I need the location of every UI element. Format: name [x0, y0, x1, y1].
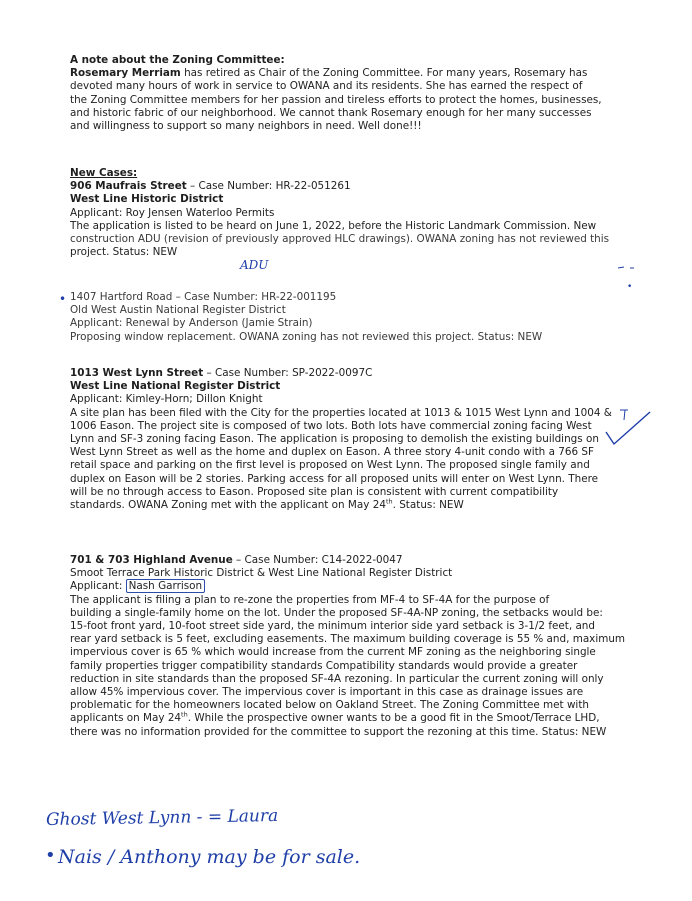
pen-dot-mark: •: [45, 845, 56, 866]
note-line-3: the Zoning Committee members for her passion and tireless efforts to protect the homes, businesses,: [70, 93, 602, 106]
case-body-line: project. Status: NEW: [70, 246, 178, 259]
case-district: Old West Austin National Register District: [70, 304, 286, 317]
case-applicant: Applicant: Roy Jensen Waterloo Permits: [70, 206, 275, 219]
handwritten-note-line-2: Nais / Anthony may be for sale.: [58, 846, 361, 868]
case-title: 1013 West Lynn Street – Case Number: SP-2022-0097C: [70, 367, 373, 379]
case-title: 1407 Hartford Road – Case Number: HR-22-001195: [70, 291, 337, 303]
note-heading: A note about the Zoning Committee:: [70, 54, 285, 66]
note-line-5: and willingness to support so many neighbors in need. Well done!!!: [70, 120, 422, 133]
note-line-1: Rosemary Merriam has retired as Chair of the Zoning Committee. For many years, Rosemary has: [70, 67, 588, 80]
case-1013-west-lynn: [70, 367, 630, 512]
case-applicant: Applicant: Kimley-Horn; Dillon Knight: [70, 393, 263, 406]
note-line-4: and historic fabric of our neighborhood. We cannot thank Rosemary enough for her many successes: [70, 106, 592, 119]
pen-dash-mark: [616, 260, 646, 274]
case-body-line: building a single-family home on the lot. Under the proposed SF-4A-NP zoning, the setbacks would be:: [70, 606, 603, 619]
case-body-line: Proposing window replacement. OWANA zoning has not reviewed this project. Status: NEW: [70, 330, 543, 343]
case-906-maufrais: [70, 167, 630, 259]
case-body-line: The applicant is filing a plan to re-zone the properties from MF-4 to SF-4A for the purpose of: [70, 593, 550, 606]
case-701-highland: [70, 554, 630, 739]
case-1407-hartford: [70, 291, 630, 344]
case-body-line: standards. OWANA Zoning met with the applicant on May 24th. Status: NEW: [70, 497, 464, 512]
case-applicant: Applicant: Renewal by Anderson (Jamie Strain): [70, 317, 313, 330]
handwritten-note-line-1: Ghost West Lynn - = Laura: [45, 805, 279, 831]
case-district: West Line National Register District: [70, 380, 281, 393]
case-body-line: The application is listed to be heard on June 1, 2022, before the Historic Landmark Commission. New: [70, 219, 597, 232]
case-district: Smoot Terrace Park Historic District & West Line National Register District: [70, 567, 453, 580]
case-body-line: impervious cover is 65 % which would increase from the current MF zoning as the neighboring single: [70, 646, 596, 659]
note-lead-name: Rosemary Merriam: [70, 67, 181, 80]
case-body-line: Lynn and SF-3 zoning facing Eason. The application is proposing to demolish the existing buildings on: [70, 433, 599, 446]
case-body-line: construction ADU (revision of previously approved HLC drawings). OWANA zoning has not reviewed this: [70, 233, 610, 246]
case-body-line: 1006 Eason. The project site is composed of two lots. Both lots have commercial zoning facing West: [70, 419, 592, 432]
case-body-line: A site plan has been filed with the City for the properties located at 1013 & 1015 West Lynn and 1004 &: [70, 406, 612, 419]
case-body-line: reduction in site standards than the proposed SF-4A rezoning. In particular the current zoning will only: [70, 672, 604, 685]
pen-dot-mark: •: [627, 282, 633, 292]
case-body-line: applicants on May 24th. While the prospective owner wants to be a good fit in the Smoot/Terrace LHD,: [70, 710, 600, 725]
case-district: West Line Historic District: [70, 193, 224, 206]
case-body-line: problematic for the homeowners located below on Oakland Street. The Zoning Committee met with: [70, 699, 589, 712]
case-body-line: family properties trigger compatibility standards Compatibility standards would provide a greater: [70, 659, 578, 672]
note-line-2: devoted many hours of work in service to OWANA and its residents. She has earned the respect of: [70, 80, 583, 93]
zoning-note: [70, 54, 630, 133]
case-title: 701 & 703 Highland Avenue – Case Number: C14-2022-0047: [70, 554, 403, 566]
case-body-line: West Lynn Street as well as the home and duplex on Eason. A three story 4-unit condo with a 766 SF: [70, 446, 594, 459]
case-body-line: 15-foot front yard, 10-foot street side yard, the minimum interior side yard setback is 3-1/2 feet, and: [70, 620, 595, 633]
case-body-line: duplex on Eason will be 2 stories. Parking access for all proposed units will enter on West Lynn. There: [70, 472, 599, 485]
case-body-line: allow 45% impervious cover. The impervious cover is important in this case as drainage issues are: [70, 686, 584, 699]
new-cases-heading: New Cases:: [70, 167, 138, 179]
case-body-line: rear yard setback is 5 feet, excluding easements. The maximum building coverage is 55 % and, maximum: [70, 633, 626, 646]
case-body-line: retail space and parking on the first level is proposed on West Lynn. The proposed single family and: [70, 459, 590, 472]
applicant-name-circled: Nash Garrison: [126, 579, 205, 593]
case-title: 906 Maufrais Street – Case Number: HR-22-051261: [70, 180, 351, 193]
pen-dot-mark: •: [59, 292, 67, 306]
case-body-line: will be no through access to Eason. Proposed site plan is consistent with current compatibility: [70, 485, 559, 498]
case-applicant: Applicant: Nash Garrison: [70, 580, 630, 593]
case-body-line: there was no information provided for the committee to support the rezoning at this time. Status: NEW: [70, 725, 607, 738]
handwritten-adu: ADU: [240, 258, 269, 272]
pen-checkmark-icon: [598, 402, 658, 452]
